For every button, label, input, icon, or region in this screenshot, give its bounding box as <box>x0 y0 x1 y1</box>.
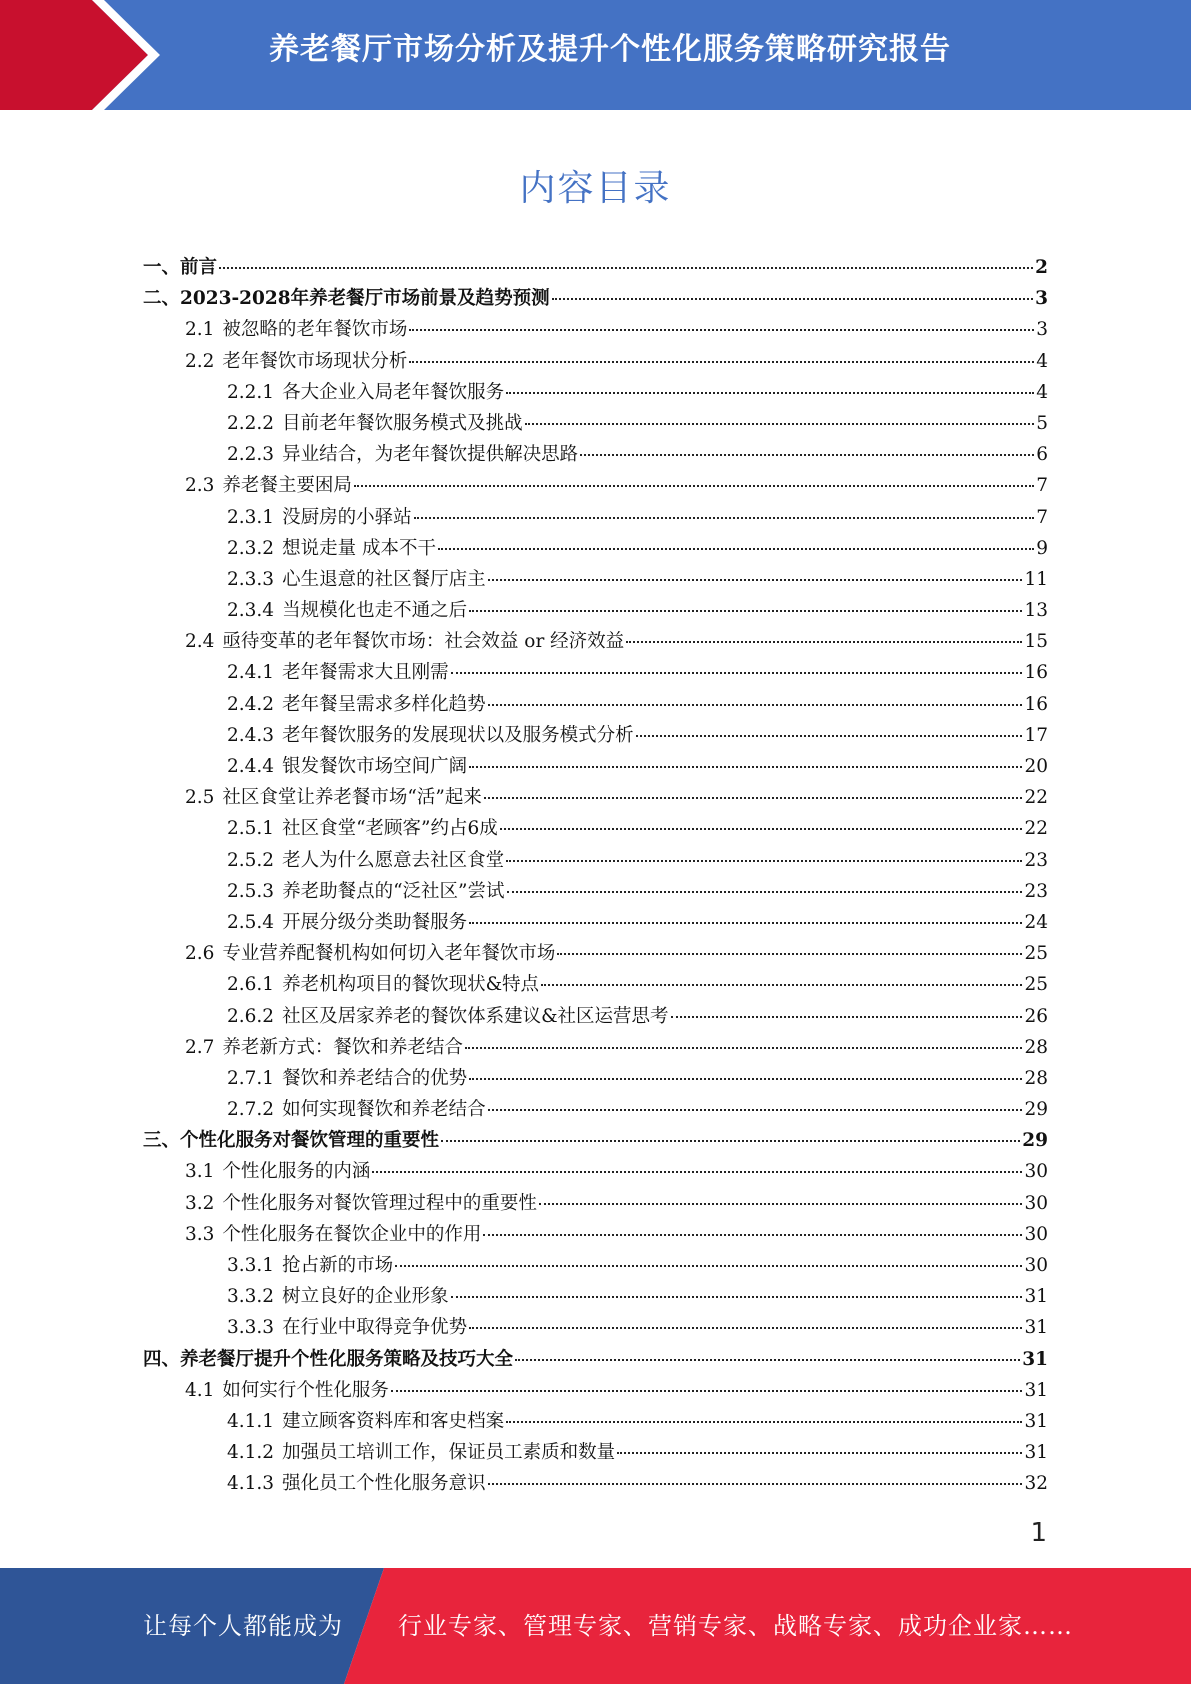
toc-entry-title: 抢占新的市场 <box>282 1255 394 1276</box>
toc-entry-title: 老年餐饮服务的发展现状以及服务模式分析 <box>282 724 634 746</box>
toc-entry-page: 22 <box>1024 787 1048 809</box>
toc-entry-number: 4.1 <box>185 1379 215 1401</box>
toc-entry-number: 2.1 <box>185 319 215 341</box>
toc-entry-page: 16 <box>1024 693 1048 715</box>
toc-dot-leader <box>469 766 1022 768</box>
toc-entry[interactable] <box>143 1251 1048 1282</box>
toc-dot-leader <box>219 267 1033 269</box>
toc-entry[interactable] <box>143 409 1048 440</box>
toc-entry-number: 2.5.4 <box>227 911 275 933</box>
toc-entry-title: 如何实行个性化服务 <box>222 1379 389 1401</box>
toc-dot-leader <box>515 1359 1020 1361</box>
toc-entry-number: 2.3.4 <box>227 600 275 622</box>
toc-entry[interactable] <box>143 877 1048 908</box>
toc-entry-number: 3.3.1 <box>227 1255 275 1276</box>
toc-dot-leader <box>488 1483 1023 1485</box>
toc-entry[interactable] <box>143 1438 1048 1469</box>
toc-entry[interactable] <box>143 1157 1048 1188</box>
toc-dot-leader <box>506 392 1034 394</box>
toc-entry-page: 31 <box>1024 1286 1048 1308</box>
toc-entry-page: 25 <box>1024 943 1048 965</box>
toc-entry[interactable] <box>143 534 1048 565</box>
toc-entry-title: 加强员工培训工作，保证员工素质和数量 <box>282 1442 616 1464</box>
toc-entry-number: 3.3.2 <box>227 1286 275 1308</box>
toc-entry-page: 28 <box>1024 1067 1048 1089</box>
header-band <box>0 0 1191 110</box>
toc-dot-leader <box>626 641 1022 643</box>
toc-entry-number: 3.1 <box>185 1161 215 1183</box>
toc-entry-title: 树立良好的企业形象 <box>282 1286 449 1308</box>
toc-dot-leader <box>441 1140 1020 1142</box>
footer-slogan-right: 行业专家、管理专家、营销专家、战略专家、成功企业家…… <box>398 1612 1073 1640</box>
toc-entry-page: 17 <box>1024 724 1048 746</box>
toc-entry[interactable] <box>143 1407 1048 1438</box>
toc-entry[interactable] <box>143 721 1048 752</box>
toc-entry-title: 被忽略的老年餐饮市场 <box>222 319 408 341</box>
toc-entry-page: 4 <box>1036 350 1048 372</box>
toc-entry[interactable] <box>143 1033 1048 1064</box>
toc-entry-number: 4.1.3 <box>227 1473 275 1495</box>
toc-dot-leader <box>541 984 1022 986</box>
toc-entry[interactable] <box>143 1095 1048 1126</box>
toc-entry-title: 开展分级分类助餐服务 <box>282 911 468 933</box>
toc-entry-page: 16 <box>1024 662 1048 684</box>
toc-entry-number: 2.7.2 <box>227 1099 275 1121</box>
toc-entry-title: 想说走量 成本不干 <box>282 537 436 559</box>
toc-entry-page: 13 <box>1024 600 1048 622</box>
table-of-contents <box>143 253 1048 1501</box>
toc-entry-title: 社区食堂“老顾客”约占6成 <box>282 818 498 840</box>
toc-entry[interactable] <box>143 347 1048 378</box>
toc-entry-title: 目前老年餐饮服务模式及挑战 <box>282 412 523 434</box>
toc-entry-title: 心生退意的社区餐厅店主 <box>282 568 486 590</box>
toc-dot-leader <box>506 1421 1022 1423</box>
toc-entry-title: 当规模化也走不通之后 <box>282 600 468 622</box>
toc-entry[interactable] <box>143 565 1048 596</box>
toc-entry-page: 4 <box>1036 381 1048 403</box>
toc-dot-leader <box>488 1109 1023 1111</box>
toc-entry-page: 6 <box>1036 444 1048 466</box>
toc-entry-title: 银发餐饮市场空间广阔 <box>282 756 468 777</box>
toc-entry-title: 个性化服务对餐饮管理过程中的重要性 <box>222 1192 537 1214</box>
toc-entry-number: 2.7 <box>185 1036 215 1058</box>
toc-dot-leader <box>469 922 1022 924</box>
toc-dot-leader <box>395 1265 1022 1267</box>
toc-entry-number: 2.4.4 <box>227 756 275 777</box>
toc-entry-number: 4.1.1 <box>227 1410 275 1432</box>
toc-dot-leader <box>617 1452 1022 1454</box>
toc-entry[interactable] <box>143 690 1048 721</box>
page-number: 1 <box>1030 1518 1047 1548</box>
toc-entry-title: 专业营养配餐机构如何切入老年餐饮市场 <box>222 943 556 965</box>
toc-entry[interactable] <box>143 315 1048 346</box>
toc-entry[interactable] <box>143 627 1048 658</box>
toc-entry-number: 2.2.2 <box>227 412 275 434</box>
toc-entry[interactable] <box>143 1313 1048 1344</box>
toc-entry-page: 32 <box>1024 1473 1048 1495</box>
toc-dot-leader <box>580 454 1034 456</box>
toc-entry-number: 2.4.3 <box>227 724 275 746</box>
toc-entry-title: 老人为什么愿意去社区食堂 <box>282 849 505 871</box>
toc-entry-number: 2.2.1 <box>227 381 275 403</box>
toc-entry-number: 2.7.1 <box>227 1067 275 1089</box>
header-red-chevron <box>0 0 148 110</box>
toc-dot-leader <box>438 548 1034 550</box>
toc-entry-page: 31 <box>1024 1317 1048 1339</box>
toc-entry-number: 4.1.2 <box>227 1442 275 1464</box>
toc-entry-title: 没厨房的小驿站 <box>282 506 412 528</box>
toc-dot-leader <box>451 672 1023 674</box>
toc-entry-title: 建立顾客资料库和客史档案 <box>282 1410 505 1432</box>
toc-dot-leader <box>525 423 1035 425</box>
header-chevron-decoration <box>0 0 200 110</box>
toc-dot-leader <box>671 1016 1023 1018</box>
toc-dot-leader <box>500 828 1023 830</box>
toc-entry[interactable] <box>143 1469 1048 1500</box>
toc-entry-page: 23 <box>1024 849 1048 871</box>
toc-entry-number: 2.3 <box>185 475 215 497</box>
toc-dot-leader <box>506 860 1022 862</box>
toc-dot-leader <box>391 1390 1023 1392</box>
toc-entry-number: 2.5 <box>185 787 215 809</box>
footer-slogan-left: 让每个人都能成为 <box>143 1612 343 1640</box>
toc-dot-leader <box>483 1234 1022 1236</box>
toc-entry-page: 30 <box>1024 1223 1048 1245</box>
toc-entry-page: 2 <box>1035 257 1048 278</box>
toc-dot-leader <box>557 953 1022 955</box>
toc-entry-title: 个性化服务在餐饮企业中的作用 <box>222 1223 482 1245</box>
toc-entry[interactable] <box>143 908 1048 939</box>
toc-entry-page: 11 <box>1024 568 1048 590</box>
toc-entry-page: 3 <box>1036 319 1048 341</box>
toc-dot-leader <box>414 517 1035 519</box>
toc-entry-title: 三、个性化服务对餐饮管理的重要性 <box>143 1130 440 1152</box>
toc-entry-page: 20 <box>1024 756 1048 777</box>
toc-entry-title: 亟待变革的老年餐饮市场：社会效益 or 经济效益 <box>222 631 625 653</box>
toc-entry-page: 30 <box>1024 1161 1048 1183</box>
toc-dot-leader <box>372 1171 1022 1173</box>
toc-dot-leader <box>451 1296 1023 1298</box>
toc-entry-number: 2.4.2 <box>227 693 275 715</box>
toc-entry-number: 2.2 <box>185 350 215 372</box>
toc-entry[interactable] <box>143 1282 1048 1313</box>
toc-entry-page: 31 <box>1022 1348 1048 1370</box>
toc-dot-leader <box>469 1078 1022 1080</box>
toc-entry-title: 各大企业入局老年餐饮服务 <box>282 381 505 403</box>
toc-entry-page: 28 <box>1024 1036 1048 1058</box>
toc-heading: 内容目录 <box>519 168 672 209</box>
toc-entry-page: 9 <box>1036 537 1048 559</box>
toc-entry-title: 餐饮和养老结合的优势 <box>282 1067 468 1089</box>
toc-entry-title: 社区食堂让养老餐市场“活”起来 <box>222 787 482 809</box>
toc-dot-leader <box>354 485 1034 487</box>
toc-entry-title: 养老助餐点的“泛社区”尝试 <box>282 880 505 902</box>
toc-entry-number: 3.2 <box>185 1192 215 1214</box>
toc-entry-title: 老年餐呈需求多样化趋势 <box>282 693 486 715</box>
toc-entry-number: 2.3.1 <box>227 506 275 528</box>
toc-entry-page: 25 <box>1024 974 1048 996</box>
toc-entry-title: 养老餐主要困局 <box>222 475 352 497</box>
toc-entry-number: 3.3.3 <box>227 1317 275 1339</box>
toc-entry-title: 一、前言 <box>143 257 218 278</box>
footer-band <box>0 1568 1191 1684</box>
toc-dot-leader <box>507 891 1023 893</box>
toc-entry-page: 29 <box>1024 1099 1048 1121</box>
toc-entry-page: 5 <box>1036 412 1048 434</box>
toc-entry-number: 2.4 <box>185 631 215 653</box>
toc-dot-leader <box>488 579 1023 581</box>
toc-entry[interactable] <box>143 970 1048 1001</box>
toc-entry[interactable] <box>143 284 1048 315</box>
toc-entry-page: 30 <box>1024 1192 1048 1214</box>
toc-entry-number: 2.6.2 <box>227 1005 275 1027</box>
toc-entry[interactable] <box>143 1189 1048 1220</box>
toc-dot-leader <box>409 361 1034 363</box>
report-title: 养老餐厅市场分析及提升个性化服务策略研究报告 <box>269 32 951 67</box>
toc-entry[interactable] <box>143 1064 1048 1095</box>
toc-entry[interactable] <box>143 596 1048 627</box>
toc-entry-page: 3 <box>1035 288 1048 310</box>
toc-entry[interactable] <box>143 752 1048 783</box>
toc-entry-number: 2.2.3 <box>227 444 275 466</box>
toc-dot-leader <box>469 610 1022 612</box>
toc-entry-page: 31 <box>1024 1442 1048 1464</box>
toc-entry-title: 老年餐需求大且刚需 <box>282 662 449 684</box>
toc-entry-page: 31 <box>1024 1410 1048 1432</box>
toc-entry[interactable] <box>143 378 1048 409</box>
toc-entry[interactable] <box>143 1002 1048 1033</box>
toc-entry-page: 29 <box>1022 1130 1048 1152</box>
toc-entry[interactable] <box>143 1126 1048 1157</box>
toc-dot-leader <box>552 298 1033 300</box>
toc-entry[interactable] <box>143 440 1048 471</box>
toc-entry-page: 26 <box>1024 1005 1048 1027</box>
toc-dot-leader <box>636 735 1023 737</box>
toc-dot-leader <box>484 797 1023 799</box>
toc-entry-number: 2.5.3 <box>227 880 275 902</box>
toc-entry-title: 四、养老餐厅提升个性化服务策略及技巧大全 <box>143 1348 514 1370</box>
toc-entry[interactable] <box>143 503 1048 534</box>
toc-entry-page: 7 <box>1036 475 1048 497</box>
toc-entry[interactable] <box>143 1220 1048 1251</box>
toc-entry-number: 2.6.1 <box>227 974 275 996</box>
toc-entry-title: 异业结合，为老年餐饮提供解决思路 <box>282 444 579 466</box>
toc-entry-number: 2.3.3 <box>227 568 275 590</box>
toc-entry-page: 24 <box>1024 911 1048 933</box>
toc-dot-leader <box>465 1047 1023 1049</box>
toc-entry-number: 3.3 <box>185 1223 215 1245</box>
toc-dot-leader <box>539 1203 1023 1205</box>
toc-entry-title: 如何实现餐饮和养老结合 <box>282 1099 486 1121</box>
toc-entry-title: 社区及居家养老的餐饮体系建议&社区运营思考 <box>282 1005 669 1027</box>
toc-entry-number: 2.5.2 <box>227 849 275 871</box>
toc-entry-page: 30 <box>1024 1255 1048 1276</box>
toc-entry[interactable] <box>143 1345 1048 1376</box>
toc-entry-page: 15 <box>1024 631 1048 653</box>
toc-entry-title: 强化员工个性化服务意识 <box>282 1473 486 1495</box>
toc-entry[interactable] <box>143 814 1048 845</box>
toc-entry-title: 个性化服务的内涵 <box>222 1161 371 1183</box>
toc-entry[interactable] <box>143 658 1048 689</box>
toc-entry[interactable] <box>143 783 1048 814</box>
toc-entry-page: 7 <box>1036 506 1048 528</box>
toc-entry-title: 养老新方式：餐饮和养老结合 <box>222 1036 463 1058</box>
toc-entry-page: 22 <box>1024 818 1048 840</box>
toc-entry-title: 养老机构项目的餐饮现状&特点 <box>282 974 540 996</box>
toc-entry[interactable] <box>143 1376 1048 1407</box>
toc-entry-page: 23 <box>1024 880 1048 902</box>
toc-dot-leader <box>469 1327 1022 1329</box>
toc-entry-page: 31 <box>1024 1379 1048 1401</box>
toc-dot-leader <box>488 704 1023 706</box>
toc-dot-leader <box>409 329 1034 331</box>
toc-entry-title: 二、2023-2028年养老餐厅市场前景及趋势预测 <box>143 288 550 310</box>
toc-entry[interactable] <box>143 846 1048 877</box>
toc-entry-number: 2.3.2 <box>227 537 275 559</box>
toc-entry-title: 老年餐饮市场现状分析 <box>222 350 408 372</box>
toc-entry[interactable] <box>143 253 1048 284</box>
toc-entry[interactable] <box>143 939 1048 970</box>
toc-entry-title: 在行业中取得竞争优势 <box>282 1317 468 1339</box>
toc-entry-number: 2.5.1 <box>227 818 275 840</box>
toc-entry-number: 2.6 <box>185 943 215 965</box>
toc-entry[interactable] <box>143 471 1048 502</box>
toc-entry-number: 2.4.1 <box>227 662 275 684</box>
